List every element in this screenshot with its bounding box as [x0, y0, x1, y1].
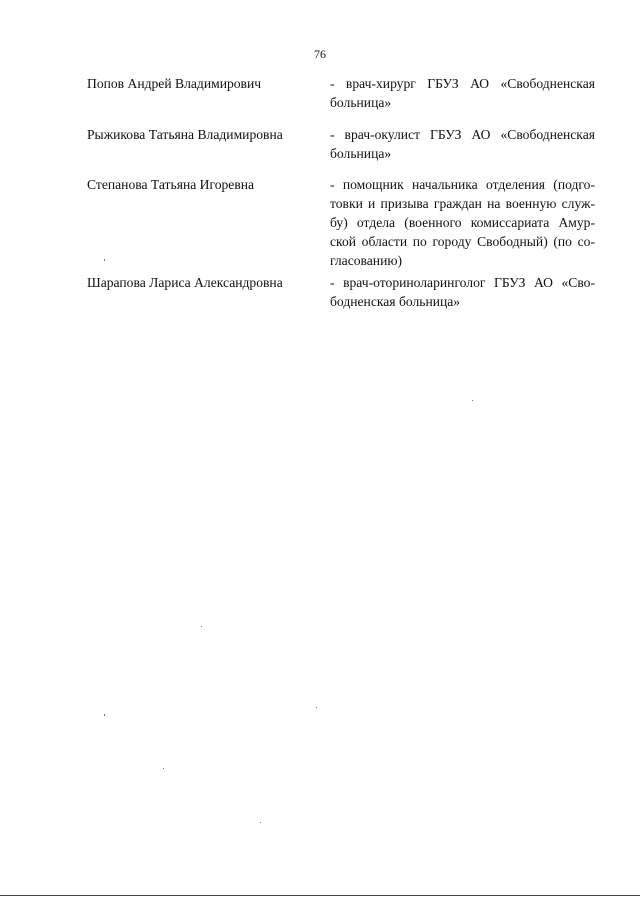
member-role-line: больница»: [330, 95, 392, 110]
member-role-line: - врач-оториноларинголог ГБУЗ АО «Сво-: [330, 275, 595, 290]
scan-speck: [201, 626, 202, 627]
member-role-line: товки и призыва граждан на военную служ-: [330, 196, 595, 211]
scan-edge-line: [0, 895, 640, 896]
scan-speck: [163, 768, 164, 769]
member-role-line: больница»: [330, 146, 392, 161]
scan-speck: [260, 822, 261, 823]
member-role-line: - помощник начальника отделения (подго-: [330, 177, 595, 192]
member-role-line: - врач-хирург ГБУЗ АО «Свободненская: [330, 76, 595, 91]
member-name: Степанова Татьяна Игоревна: [87, 177, 255, 192]
page-number: 76: [314, 47, 326, 61]
member-role: [330, 74, 595, 112]
member-role-line: гласованию): [330, 253, 403, 268]
scan-speck: [104, 714, 105, 716]
member-role-line: бу) отдела (военного комиссариата Амур-: [330, 215, 595, 230]
member-role: [330, 273, 595, 311]
member-role: [330, 125, 595, 163]
scan-speck: [472, 400, 473, 401]
member-role-line: - врач-окулист ГБУЗ АО «Свободненская: [330, 127, 595, 142]
scan-speck: [316, 707, 317, 708]
member-name: Рыжикова Татьяна Владимировна: [87, 127, 283, 142]
member-role: [330, 175, 595, 270]
member-role-line: ской области по городу Свободный) (по со-: [330, 234, 595, 249]
member-name: Шарапова Лариса Александровна: [87, 275, 283, 290]
member-name: Попов Андрей Владимирович: [87, 76, 262, 91]
member-role-line: бодненская больница»: [330, 294, 461, 309]
scan-speck: [104, 259, 105, 261]
